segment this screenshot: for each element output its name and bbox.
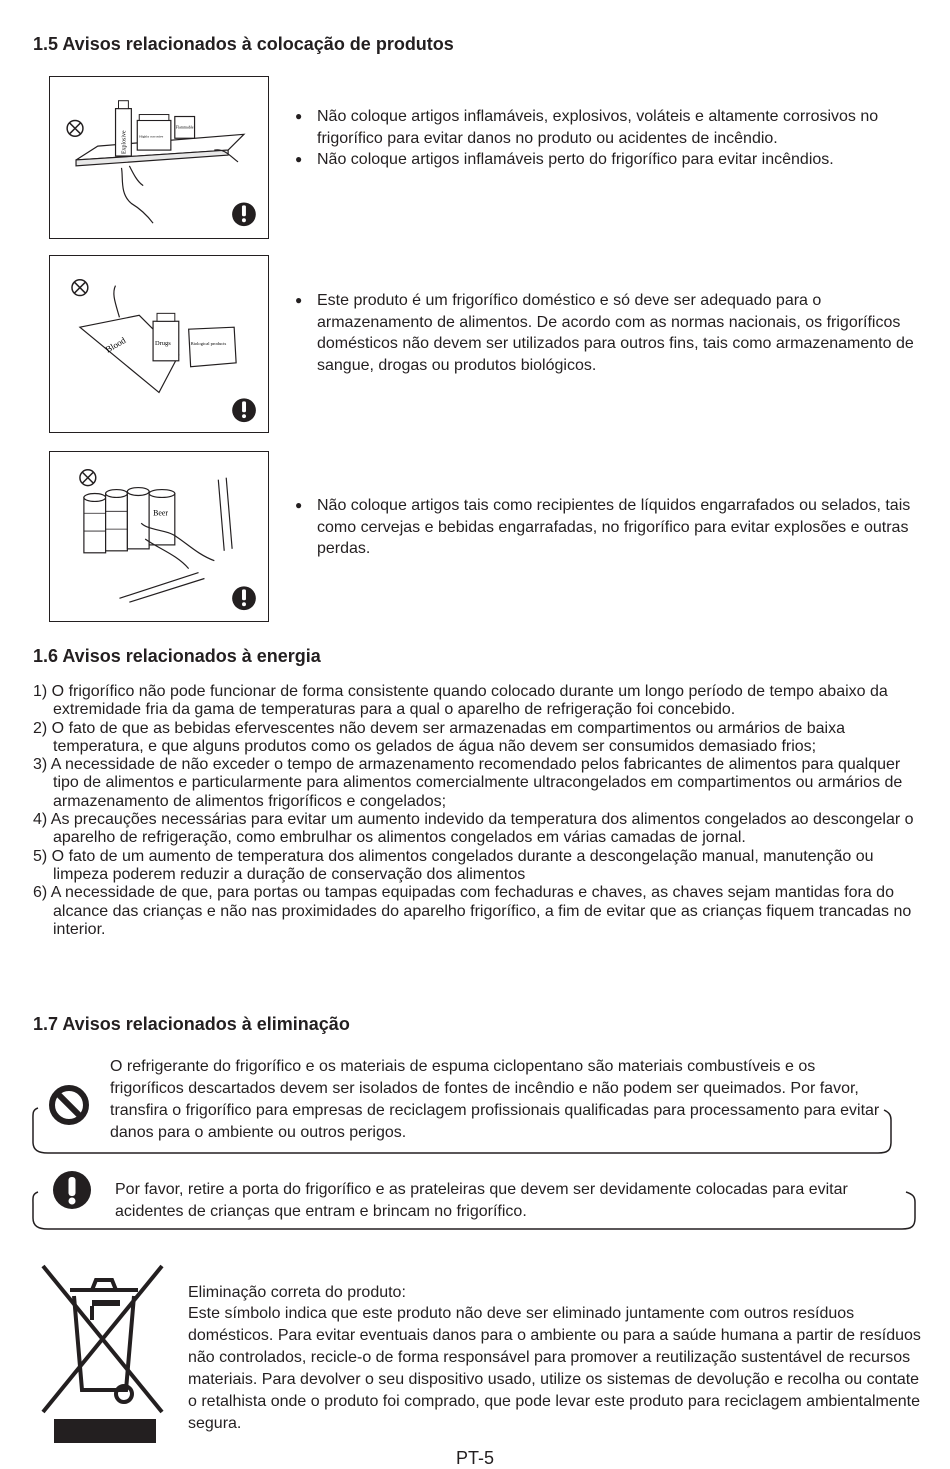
bullet-item: ● Não coloque artigos inflamáveis, explosivos, voláteis e altamente corrosivos no frigorífico para evitar danos no produto ou acidentes de incêndio. xyxy=(295,106,915,149)
section-title-1-5: 1.5 Avisos relacionados à colocação de produtos xyxy=(33,34,454,54)
energy-warnings-list xyxy=(33,683,928,939)
disposal-text: Este símbolo indica que este produto não deve ser eliminado juntamente com outros resíduos domésticos. Para evitar eventuais danos para o ambiente ou para a saúde humana a partir de resíduos não controlados, recicle-o de forma responsável para promover a reutilização sustentável de recursos materiais. Para devolver o seu dispositivo usado, utilize os sistemas de devolução e recolha ou contate o retalhista onde o produto foi comprado, que pode levar este produto para reciclagem ambientalmente segura. xyxy=(188,1305,921,1432)
no-entry-icon xyxy=(49,1085,89,1125)
list-item: 3) A necessidade de não exceder o tempo de armazenamento recomendado pelos fabricantes de alimentos para qualquer tipo de alimentos e particularmente para alimentos comercialmente ultracongelados em compartimentos ou armários de armazenamento de alimentos frigoríficos e congelados; xyxy=(33,756,903,810)
bullets-block-3 xyxy=(295,495,915,560)
disposal-warning-text-1: O refrigerante do frigorífico e os materiais de espuma ciclopentano são materiais combustíveis e os frigoríficos descartados devem ser isolados de fontes de incêndio e não podem ser queimados. Por favor, transfira o frigorífico para empresas de reciclagem profissionais qualificadas para processamento para evitar danos para o ambiente ou outros perigos. xyxy=(110,1058,880,1141)
illustration-flammable-items xyxy=(49,76,269,239)
prohibited-icon xyxy=(80,470,96,486)
illustration-sealed-bottles xyxy=(49,451,269,622)
page-number: PT-5 xyxy=(455,1448,494,1468)
prohibited-icon xyxy=(72,280,88,296)
list-item: 6) A necessidade de que, para portas ou tampas equipadas com fechaduras e chaves, as chaves sejam mantidas fora do alcance das crianças e não nas proximidades do aparelho frigorífico, a fim de evitar que as crianças fiquem trancadas no interior. xyxy=(33,884,912,938)
warning-exclamation-icon xyxy=(232,586,256,610)
disposal-warning-text-2: Por favor, retire a porta do frigorífico e as prateleiras que devem ser devidamente colocadas para evitar acidentes de crianças que entram e brincam no frigorífico. xyxy=(115,1181,848,1220)
bullet-item: ● Não coloque artigos tais como recipientes de líquidos engarrafados ou selados, tais como cervejas e bebidas engarrafadas, no frigorífico para evitar explosões e outras perdas. xyxy=(295,495,915,560)
bullets-block-1 xyxy=(295,106,915,171)
prohibited-icon xyxy=(67,120,83,136)
warning-exclamation-icon xyxy=(52,1170,92,1210)
list-item: 5) O fato de um aumento de temperatura dos alimentos congelados durante a descongelação manual, manutenção ou limpeza poderem reduzir a duração de conservação dos alimentos xyxy=(33,847,874,883)
bullets-block-2 xyxy=(295,290,915,376)
label-blood: Blood xyxy=(103,335,128,355)
section-title-1-6: 1.6 Avisos relacionados à energia xyxy=(33,646,321,666)
label-highly-corrosive: Highly corrosive xyxy=(139,134,164,139)
bullet-item: ● Este produto é um frigorífico doméstico e só deve ser adequado para o armazenamento de alimentos. De acordo com as normas nacionais, os frigoríficos domésticos não devem ser utilizados para outros fins, tais como armazenamento de sangue, drogas ou produtos biológicos. xyxy=(295,290,915,376)
label-beer: Beer xyxy=(153,508,168,518)
warning-exclamation-icon xyxy=(232,398,256,422)
label-explosive: Explosive xyxy=(121,130,128,155)
section-title-1-7: 1.7 Avisos relacionados à eliminação xyxy=(33,1014,350,1034)
list-item: 4) As precauções necessárias para evitar um aumento indevido da temperatura dos alimentos congelados ao descongelar o aparelho de refrigeração, como embrulhar os alimentos congelados em várias camadas de jornal. xyxy=(33,811,914,847)
label-drugs: Drugs xyxy=(155,339,171,347)
illustration-biological-items xyxy=(49,255,269,433)
bullet-item: ● Não coloque artigos inflamáveis perto do frigorífico para evitar incêndios. xyxy=(295,149,915,171)
weee-bin-icon xyxy=(40,1262,165,1447)
disposal-heading: Eliminação correta do produto: xyxy=(188,1284,406,1301)
label-flammable: Flammable xyxy=(175,124,194,130)
warning-exclamation-icon xyxy=(232,202,256,226)
label-biological-products: Biological products xyxy=(190,340,227,346)
list-item: 2) O fato de que as bebidas efervescentes não devem ser armazenadas em compartimentos ou armários de baixa temperatura, e que alguns produtos como os gelados de água não devem ser consumidos demasiado frios; xyxy=(33,719,845,755)
list-item: 1) O frigorífico não pode funcionar de forma consistente quando colocado durante um longo período de tempo abaixo da extremidade fria da gama de temperaturas para a qual o aparelho de refrigeração foi concebido. xyxy=(33,683,888,719)
